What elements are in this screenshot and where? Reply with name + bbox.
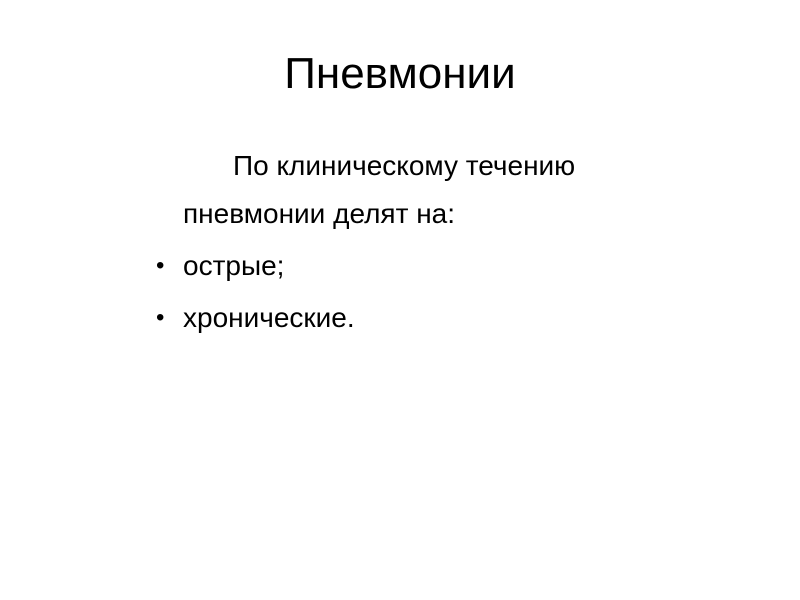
bullet-text: острые; bbox=[183, 250, 285, 281]
slide-body bbox=[156, 142, 626, 342]
bullet-icon: • bbox=[156, 252, 165, 279]
slide-title: Пневмонии bbox=[284, 49, 516, 98]
bullet-item-chronic bbox=[156, 294, 626, 342]
bullet-text: хронические. bbox=[183, 302, 355, 333]
bullet-icon: • bbox=[156, 304, 165, 331]
bullet-list bbox=[156, 242, 626, 342]
bullet-item-acute bbox=[156, 242, 626, 290]
intro-paragraph: По клиническому течению пневмонии делят на: bbox=[183, 150, 576, 229]
